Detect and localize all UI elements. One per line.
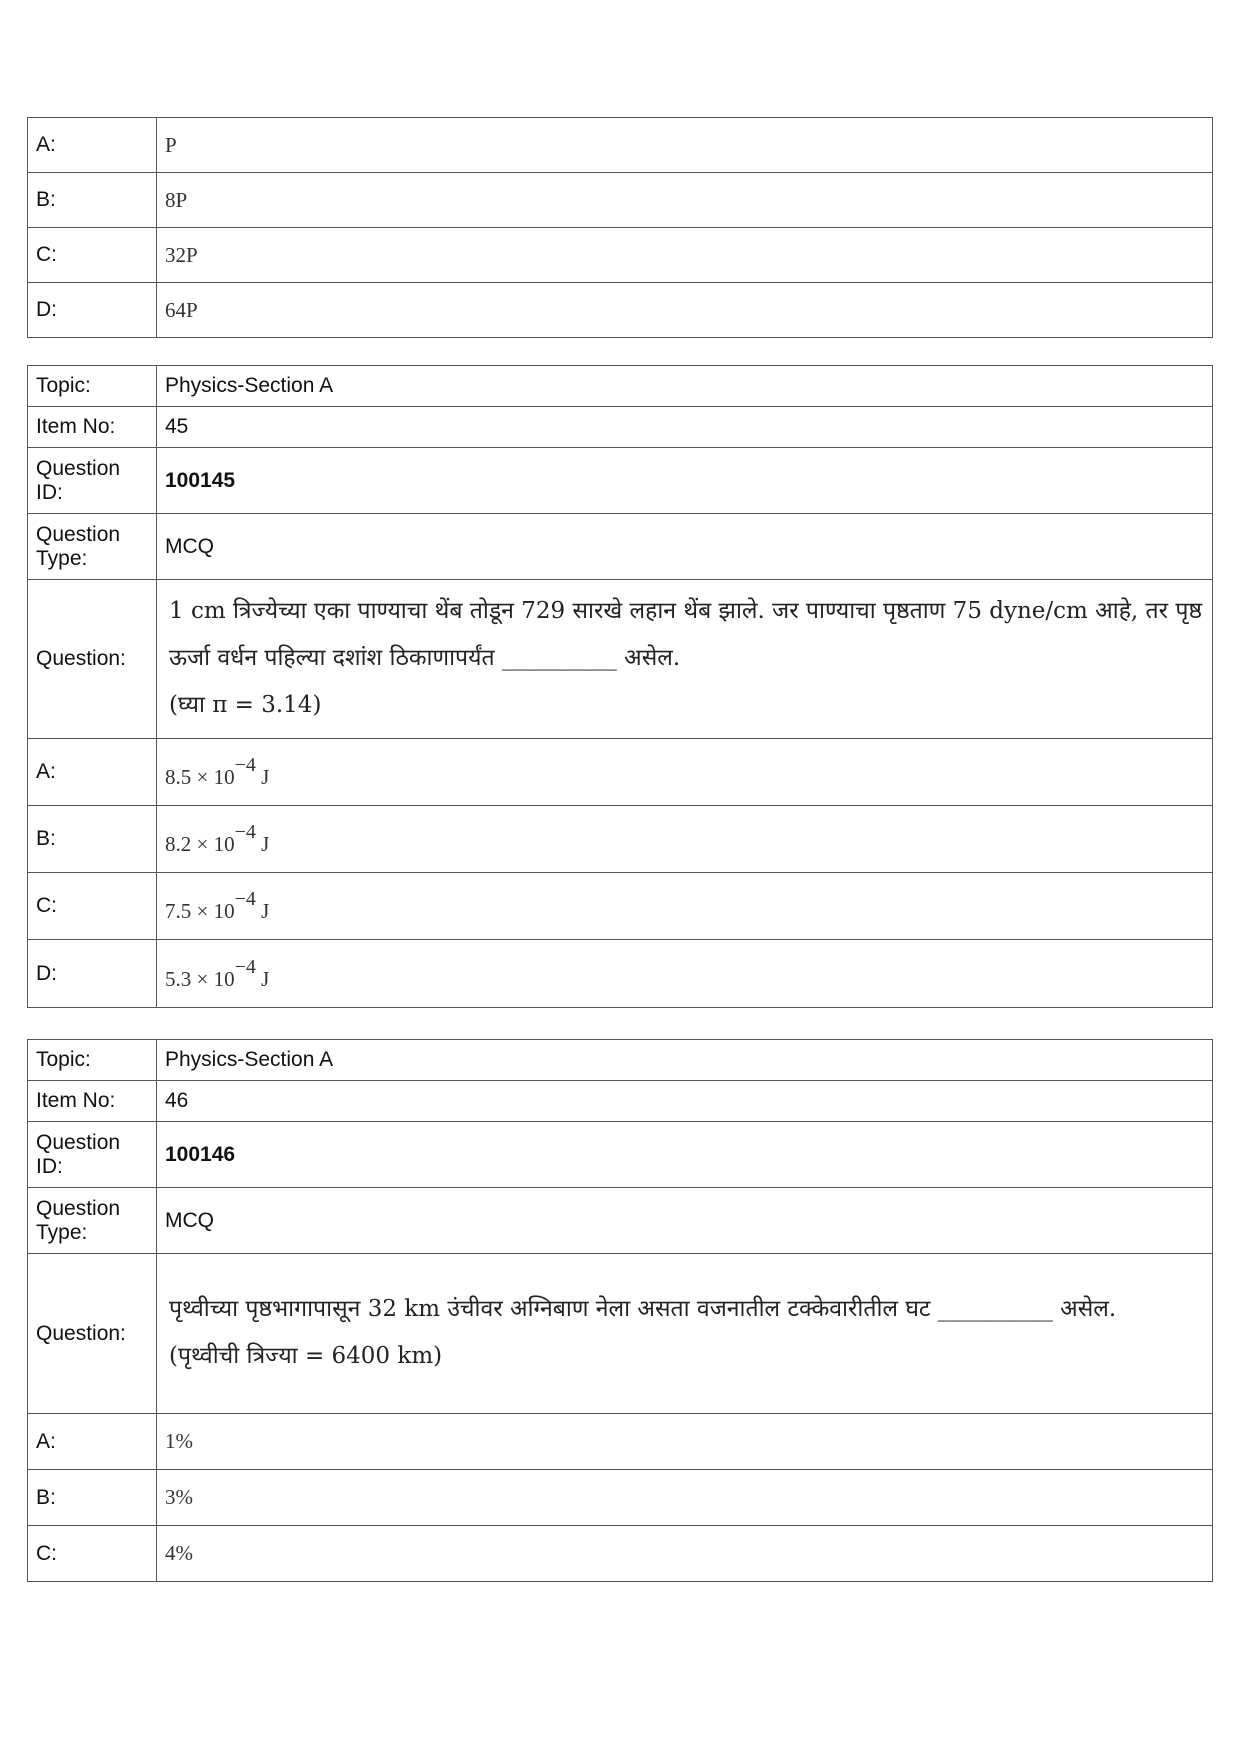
option-row-b [28, 806, 1213, 873]
question-text [157, 580, 1213, 739]
option-value: 4% [157, 1526, 1213, 1582]
option-value: 8P [157, 173, 1213, 228]
question-id-value: 100146 [157, 1122, 1213, 1188]
question-id-label: Question ID: [28, 448, 157, 514]
option-row-c [28, 873, 1213, 940]
question-id-row [28, 1122, 1213, 1188]
question-type-value: MCQ [157, 1188, 1213, 1254]
item-no-value: 46 [157, 1081, 1213, 1122]
item-no-label: Item No: [28, 1081, 157, 1122]
option-value [157, 806, 1213, 873]
item-no-value: 45 [157, 407, 1213, 448]
option-unit: J [255, 966, 270, 991]
option-label: B: [28, 806, 157, 873]
question-text [157, 1254, 1213, 1414]
option-label: B: [28, 1470, 157, 1526]
option-base: 8.2 × 10 [165, 832, 235, 856]
option-value: 3% [157, 1470, 1213, 1526]
question-type-value: MCQ [157, 514, 1213, 580]
option-label: A: [28, 739, 157, 806]
option-unit: J [255, 899, 270, 923]
option-row-a [28, 739, 1213, 806]
item-no-row [28, 407, 1213, 448]
item-no-label: Item No: [28, 407, 157, 448]
question-note: (पृथ्वीची त्रिज्या = 6400 km) [169, 1342, 443, 1369]
question-label: Question: [28, 1254, 157, 1414]
option-exponent: −4 [234, 821, 256, 843]
option-value: 64P [157, 283, 1213, 338]
option-label: D: [28, 283, 157, 338]
question-body: पृथ्वीच्या पृष्ठभागापासून 32 km उंचीवर अग्निबाण नेला असता वजनातील टक्केवारीतील घट __________ असेल. [169, 1295, 1117, 1322]
question-table-46 [27, 1039, 1213, 1582]
option-exponent: −4 [234, 754, 256, 776]
option-label: C: [28, 873, 157, 940]
option-base: 5.3 × 10 [165, 966, 235, 991]
option-unit: J [255, 765, 270, 789]
prev-options-table [27, 117, 1213, 338]
option-row-b [28, 1470, 1213, 1526]
option-value: 1% [157, 1414, 1213, 1470]
option-row-c [28, 1526, 1213, 1582]
option-label: C: [28, 1526, 157, 1582]
item-no-row [28, 1081, 1213, 1122]
option-base: 8.5 × 10 [165, 765, 235, 789]
question-id-value: 100145 [157, 448, 1213, 514]
question-type-row [28, 1188, 1213, 1254]
question-id-label: Question ID: [28, 1122, 157, 1188]
option-value [157, 940, 1213, 1008]
question-type-label: Question Type: [28, 514, 157, 580]
option-exponent: −4 [234, 888, 256, 910]
topic-label: Topic: [28, 366, 157, 407]
option-value: P [157, 118, 1213, 173]
option-row-a [28, 1414, 1213, 1470]
option-value: 32P [157, 228, 1213, 283]
option-value [157, 739, 1213, 806]
option-label: C: [28, 228, 157, 283]
question-type-row [28, 514, 1213, 580]
option-row-a [28, 118, 1213, 173]
topic-row [28, 366, 1213, 407]
option-base: 7.5 × 10 [165, 899, 235, 923]
question-body: 1 cm त्रिज्येच्या एका पाण्याचा थेंब तोडून 729 सारखे लहान थेंब झाले. जर पाण्याचा पृष्ठताण 75 dyne/cm आहे, तर पृष्ठ ऊर्जा वर्धन पहिल्या दशांश ठिकाणापर्यंत __________ असेल. [169, 597, 1202, 671]
topic-label: Topic: [28, 1040, 157, 1081]
option-label: D: [28, 940, 157, 1008]
topic-value: Physics-Section A [157, 366, 1213, 407]
question-label: Question: [28, 580, 157, 739]
option-row-d [28, 283, 1213, 338]
topic-row [28, 1040, 1213, 1081]
option-row-b [28, 173, 1213, 228]
question-row [28, 1254, 1213, 1414]
question-row [28, 580, 1213, 739]
question-table-45 [27, 365, 1213, 1008]
question-type-label: Question Type: [28, 1188, 157, 1254]
topic-value: Physics-Section A [157, 1040, 1213, 1081]
option-label: A: [28, 118, 157, 173]
option-label: B: [28, 173, 157, 228]
question-id-row [28, 448, 1213, 514]
option-exponent: −4 [234, 955, 256, 978]
option-value [157, 873, 1213, 940]
option-row-d [28, 940, 1213, 1008]
option-unit: J [255, 832, 270, 856]
question-note: (घ्या π = 3.14) [169, 691, 322, 718]
option-label: A: [28, 1414, 157, 1470]
option-row-c [28, 228, 1213, 283]
